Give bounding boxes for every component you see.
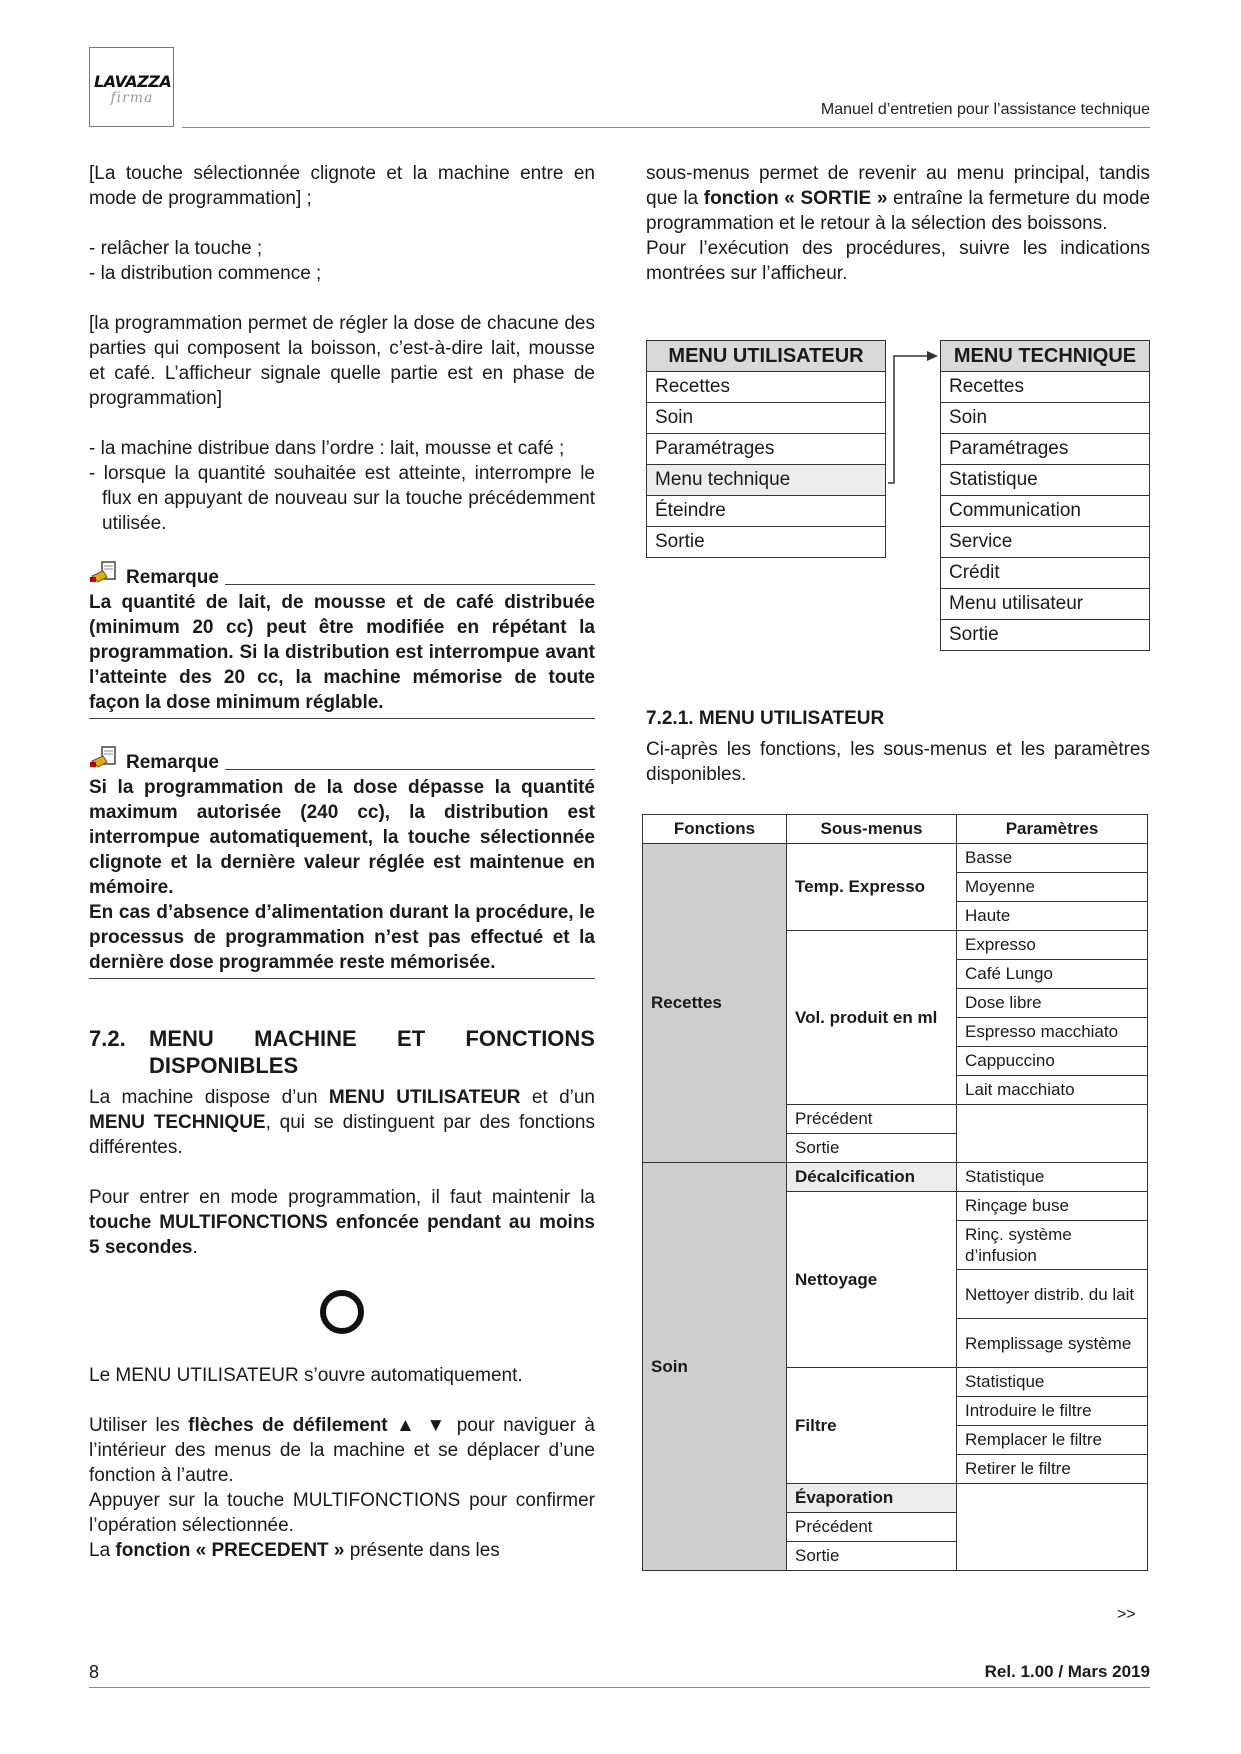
subsection-title: 7.2.1. MENU UTILISATEUR [646, 708, 885, 729]
param-cell: Haute [957, 902, 1148, 931]
column-header: Fonctions [643, 815, 787, 844]
menu-item: Soin [941, 403, 1150, 434]
param-cell: Café Lungo [957, 960, 1148, 989]
list-item: - la distribution commence ; [89, 263, 322, 284]
paragraph: La machine dispose d’un MENU UTILISATEUR et d’un MENU TECHNIQUE, qui se distinguent par des fonctions différentes. [89, 1087, 595, 1158]
param-cell: Statistique [957, 1163, 1148, 1192]
multifunction-button-icon [89, 1288, 595, 1343]
menu-item: Service [941, 527, 1150, 558]
paragraph: [La touche sélectionnée clignote et la machine entre en mode de programmation] ; [89, 163, 595, 209]
list-item: - relâcher la touche ; [89, 238, 263, 259]
page-number: 8 [89, 1662, 100, 1682]
note-body: La quantité de lait, de mousse et de café distribuée (minimum 20 cc) peut être modifiée en répétant la programmation. Si la distribution est interrompue avant l’atteinte des 20 cc, la machine mémorise de toute façon la dose minimum réglable. [89, 590, 595, 719]
left-column [89, 161, 595, 1563]
right-column [646, 161, 1150, 286]
column-header: Sous-menus [787, 815, 957, 844]
menu-item: Soin [647, 403, 886, 434]
column-header: Paramètres [957, 815, 1148, 844]
paragraph: [la programmation permet de régler la dose de chacune des parties qui composent la boisson, c’est-à-dire lait, mousse et café. L’afficheur signale quelle partie est en phase de programmation] [89, 313, 595, 409]
note-rule [225, 584, 595, 585]
param-cell: Statistique [957, 1368, 1148, 1397]
list-item: - lorsque la quantité souhaitée est atteinte, interrompre le flux en appuyant de nouveau sur la touche précédemment utilisée. [89, 463, 595, 534]
menu-tech-table [940, 340, 1150, 651]
note-hand-icon [89, 745, 123, 775]
header-title: Manuel d’entretien pour l’assistance technique [820, 101, 1150, 118]
logo-brand-text: LAVAZZA [94, 72, 172, 91]
submenu-cell: Évaporation [787, 1484, 957, 1513]
note-hand-icon [89, 560, 123, 590]
param-cell: Retirer le filtre [957, 1455, 1148, 1484]
submenu-cell: Sortie [787, 1134, 957, 1163]
footer-divider [89, 1687, 1150, 1688]
paragraph: Appuyer sur la touche MULTIFONCTIONS pour confirmer l’opération sélectionnée. [89, 1490, 595, 1536]
paragraph: sous-menus permet de revenir au menu principal, tandis que la fonction « SORTIE » entraîne la fermeture du mode programmation et le retour à la sélection des boissons. [646, 163, 1151, 234]
list-item: - la machine distribue dans l’ordre : lait, mousse et café ; [89, 438, 565, 459]
menu-item: Communication [941, 496, 1150, 527]
function-cell: Soin [643, 1163, 787, 1571]
param-cell: Moyenne [957, 873, 1148, 902]
param-cell: Remplacer le filtre [957, 1426, 1148, 1455]
submenu-cell: Décalcification [787, 1163, 957, 1192]
release-info: Rel. 1.00 / Mars 2019 [984, 1662, 1150, 1681]
function-cell: Recettes [643, 844, 787, 1163]
note-paragraph: En cas d’absence d’alimentation durant la procédure, le processus de programmation n’est pas effectué et la dernière dose programmée reste mémorisée. [89, 902, 595, 973]
submenu-cell: Nettoyage [787, 1192, 957, 1368]
menu-connector-arrow-icon [886, 340, 942, 490]
empty-cell [957, 1484, 1148, 1571]
menu-item: Recettes [647, 372, 886, 403]
empty-cell [957, 1105, 1148, 1163]
param-cell: Dose libre [957, 989, 1148, 1018]
param-cell: Rinçage buse [957, 1192, 1148, 1221]
menu-item: Sortie [647, 527, 886, 558]
logo-sub-text: firma [110, 90, 154, 106]
section-number: 7.2. [89, 1026, 126, 1051]
functions-table [642, 814, 1148, 1571]
continue-marker: >> [1117, 1606, 1136, 1623]
submenu-cell: Sortie [787, 1542, 957, 1571]
menu-item: Recettes [941, 372, 1150, 403]
paragraph: Le MENU UTILISATEUR s’ouvre automatiquement. [89, 1365, 523, 1386]
param-cell: Introduire le filtre [957, 1397, 1148, 1426]
paragraph: La fonction « PRECEDENT » présente dans les [89, 1540, 500, 1561]
note-body [89, 775, 595, 979]
menu-item: Crédit [941, 558, 1150, 589]
menu-item: Éteindre [647, 496, 886, 527]
param-cell: Expresso [957, 931, 1148, 960]
section-heading [89, 1025, 595, 1079]
menu-tech-title: MENU TECHNIQUE [941, 341, 1150, 372]
param-cell: Basse [957, 844, 1148, 873]
menu-item: Paramétrages [647, 434, 886, 465]
submenu-cell: Filtre [787, 1368, 957, 1484]
paragraph: Ci-après les fonctions, les sous-menus et les paramètres disponibles. [646, 739, 1150, 785]
subsection [646, 706, 1150, 787]
menu-item: Sortie [941, 620, 1150, 651]
brand-logo [89, 47, 174, 127]
param-cell: Rinç. système d’infusion [957, 1221, 1148, 1270]
param-cell: Lait macchiato [957, 1076, 1148, 1105]
menu-item: Paramétrages [941, 434, 1150, 465]
submenu-cell: Précédent [787, 1513, 957, 1542]
menu-item: Statistique [941, 465, 1150, 496]
note-rule [225, 769, 595, 770]
menu-item: Menu utilisateur [941, 589, 1150, 620]
param-cell: Espresso macchiato [957, 1018, 1148, 1047]
menu-item: Menu technique [647, 465, 886, 496]
menu-user-title: MENU UTILISATEUR [647, 341, 886, 372]
note-header [89, 745, 595, 775]
paragraph: Utiliser les flèches de défilement ▲ ▼ pour naviguer à l’intérieur des menus de la machine et se déplacer d’une fonction à l’autre. [89, 1415, 595, 1486]
note-paragraph: Si la programmation de la dose dépasse la quantité maximum autorisée (240 cc), la distribution est interrompue automatiquement, la touche sélectionnée clignote et la dernière valeur réglée est maintenue en mémoire. [89, 777, 595, 898]
param-cell: Cappuccino [957, 1047, 1148, 1076]
note-header [89, 560, 595, 590]
note-label: Remarque [126, 567, 219, 588]
submenu-cell: Précédent [787, 1105, 957, 1134]
section-title: MENU MACHINE ET FONCTIONS DISPONIBLES [149, 1026, 595, 1078]
param-cell: Remplissage système [957, 1319, 1148, 1368]
paragraph: Pour entrer en mode programmation, il faut maintenir la touche MULTIFONCTIONS enfoncée pendant au moins 5 secondes. [89, 1187, 595, 1258]
header-divider [182, 127, 1150, 128]
note-label: Remarque [126, 752, 219, 773]
menu-user-table [646, 340, 886, 558]
paragraph: Pour l’exécution des procédures, suivre les indications montrées sur l’afficheur. [646, 238, 1150, 284]
param-cell: Nettoyer distrib. du lait [957, 1270, 1148, 1319]
submenu-cell: Temp. Expresso [787, 844, 957, 931]
submenu-cell: Vol. produit en ml [787, 931, 957, 1105]
